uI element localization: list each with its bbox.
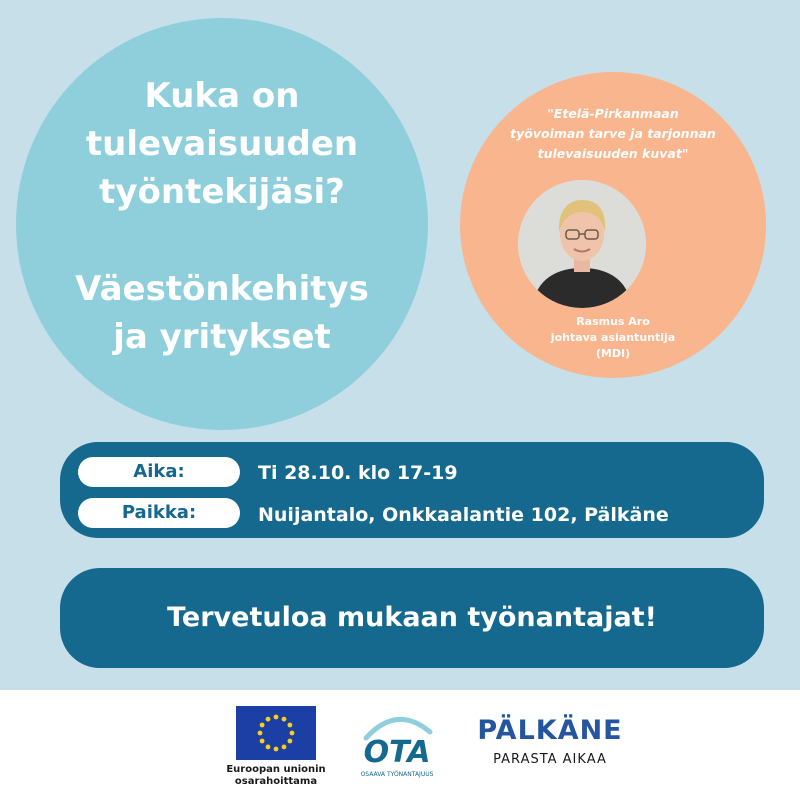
headline-question-line: tulevaisuuden: [85, 124, 359, 164]
time-label-pill: Aika:: [78, 457, 240, 487]
speaker-role: johtava asiantuntija: [550, 331, 676, 344]
speaker-name: Rasmus Aro: [576, 315, 650, 328]
place-value: Nuijantalo, Onkkaalantie 102, Pälkäne: [258, 504, 669, 526]
headline-topic: [16, 265, 428, 361]
speaker-org: (MDI): [595, 347, 631, 360]
headline-question: [16, 72, 428, 216]
headline-question-line: työntekijäsi?: [99, 172, 345, 212]
ota-logo-subtext: OSAAVA TYÖNANTAJUUS: [360, 771, 434, 778]
speaker-info: [470, 314, 756, 362]
talk-title-line: työvoiman tarve ja tarjonnan: [510, 126, 716, 141]
eu-flag-logo: [236, 706, 316, 760]
headline-topic-line: ja yritykset: [113, 317, 331, 357]
speaker-photo: [518, 180, 646, 308]
ota-logo-text: OTA: [363, 735, 431, 770]
time-value: Ti 28.10. klo 17-19: [258, 462, 458, 484]
talk-title: [470, 104, 756, 164]
headline-question-line: Kuka on: [144, 76, 300, 116]
talk-title-line: "Etelä-Pirkanmaan: [547, 106, 679, 121]
palkane-logo: PÄLKÄNE: [477, 715, 623, 746]
place-label-pill: Paikka:: [78, 498, 240, 528]
palkane-tagline: PARASTA AIKAA: [493, 752, 607, 767]
eu-text-line: Euroopan unionin: [226, 764, 326, 775]
eu-text-line: osarahoittama: [234, 776, 318, 787]
eu-cofunding-text: [218, 764, 334, 788]
talk-title-line: tulevaisuuden kuvat": [537, 146, 689, 161]
welcome-banner: Tervetuloa mukaan työnantajat!: [60, 568, 764, 668]
ota-logo: [352, 702, 442, 792]
headline-topic-line: Väestönkehitys: [75, 269, 369, 309]
